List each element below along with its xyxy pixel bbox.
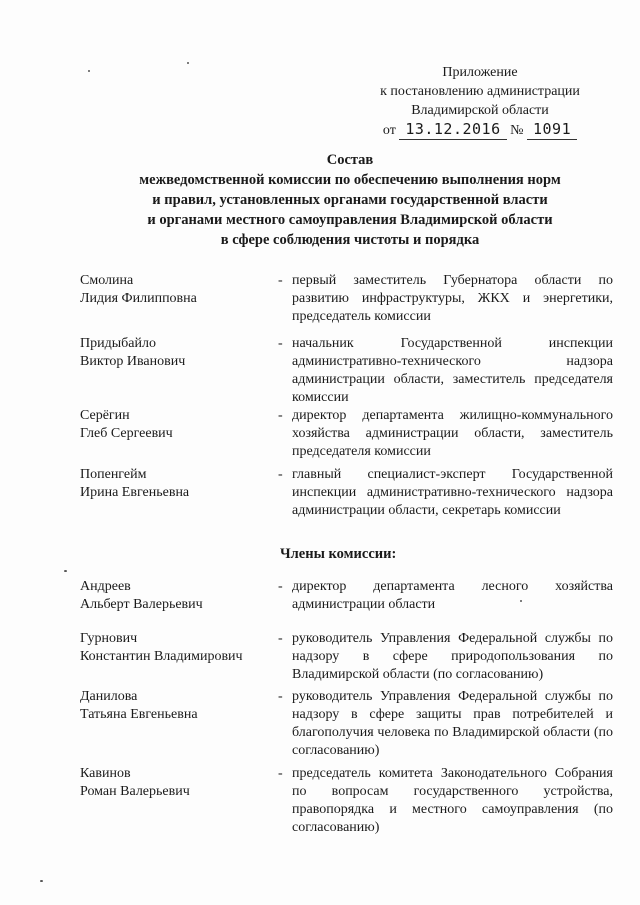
- surname: Попенгейм: [80, 467, 147, 482]
- entry-dash: -: [278, 467, 283, 482]
- person-role: директор департамента жилищно-коммунального хозяйства администрации области, заместитель председателя комиссии: [292, 408, 613, 459]
- person-role: руководитель Управления Федеральной службы по надзору в сфере природопользования по Владимирской области (по согласованию): [292, 631, 613, 682]
- appendix-block: [370, 63, 590, 140]
- given-name: Виктор Иванович: [80, 354, 186, 369]
- person-name: [80, 578, 270, 614]
- surname: Данилова: [80, 689, 138, 704]
- person-role: директор департамента лесного хозяйства администрации области: [292, 579, 613, 612]
- title-line: межведомственной комиссии по обеспечению выполнения норм: [139, 172, 561, 188]
- person-name: [80, 466, 270, 502]
- given-name: Константин Владимирович: [80, 649, 243, 664]
- person-name: [80, 407, 270, 443]
- person-role: главный специалист-эксперт Государственной инспекции административно-технического надзора администрации области, секретарь комиссии: [292, 467, 613, 518]
- entry-dash: -: [278, 273, 283, 288]
- person-name: [80, 688, 270, 724]
- members-heading: Члены комиссии:: [280, 546, 397, 562]
- title-line: и правил, установленных органами государственной власти: [152, 192, 548, 208]
- surname: Кавинов: [80, 766, 131, 781]
- scan-speck: [40, 880, 43, 882]
- person-name: [80, 272, 270, 308]
- document-title: [60, 150, 640, 250]
- entry-dash: -: [278, 336, 283, 351]
- given-name: Ирина Евгеньевна: [80, 485, 190, 500]
- given-name: Глеб Сергеевич: [80, 426, 173, 441]
- title-line: в сфере соблюдения чистоты и порядка: [220, 232, 480, 248]
- given-name: Роман Валерьевич: [80, 784, 190, 799]
- appendix-date-line: [370, 120, 590, 140]
- scan-speck: [64, 570, 67, 572]
- surname: Смолина: [80, 273, 134, 288]
- entry-dash: -: [278, 689, 283, 704]
- number-prefix: №: [510, 123, 524, 138]
- entry-dash: -: [278, 408, 283, 423]
- date-prefix: от: [382, 123, 396, 138]
- entry-dash: -: [278, 766, 283, 781]
- person-name: [80, 335, 270, 371]
- entry-dash: -: [278, 631, 283, 646]
- person-name: [80, 765, 270, 801]
- title-line: и органами местного самоуправления Владимирской области: [147, 212, 553, 228]
- given-name: Татьяна Евгеньевна: [80, 707, 198, 722]
- person-role: руководитель Управления Федеральной службы по надзору в сфере защиты прав потребителей и благополучия человека по Владимирской области (по согласованию): [292, 689, 613, 758]
- person-role: начальник Государственной инспекции административно-технического надзора администрации области, заместитель председателя комиссии: [292, 336, 613, 405]
- person-role: первый заместитель Губернатора области по развитию инфраструктуры, ЖКХ и энергетики, председатель комиссии: [292, 273, 613, 324]
- resolution-date: 13.12.2016: [399, 120, 506, 140]
- title-heading: Состав: [326, 152, 374, 168]
- surname: Придыбайло: [80, 336, 156, 351]
- entry-dash: -: [278, 579, 283, 594]
- surname: Гурнович: [80, 631, 138, 646]
- appendix-label: Приложение: [442, 65, 518, 80]
- surname: Серёгин: [80, 408, 130, 423]
- given-name: Лидия Филипповна: [80, 291, 197, 306]
- resolution-number: 1091: [527, 120, 577, 140]
- scan-speck: [88, 70, 90, 72]
- appendix-region: Владимирской области: [411, 103, 549, 118]
- person-role: председатель комитета Законодательного Собрания по вопросам государственного устройства, правопорядка и местного самоуправления (по согласованию): [292, 766, 613, 835]
- appendix-resolution: к постановлению администрации: [380, 84, 580, 99]
- given-name: Альберт Валерьевич: [80, 597, 203, 612]
- scan-speck: [187, 62, 189, 64]
- person-name: [80, 630, 270, 666]
- surname: Андреев: [80, 579, 131, 594]
